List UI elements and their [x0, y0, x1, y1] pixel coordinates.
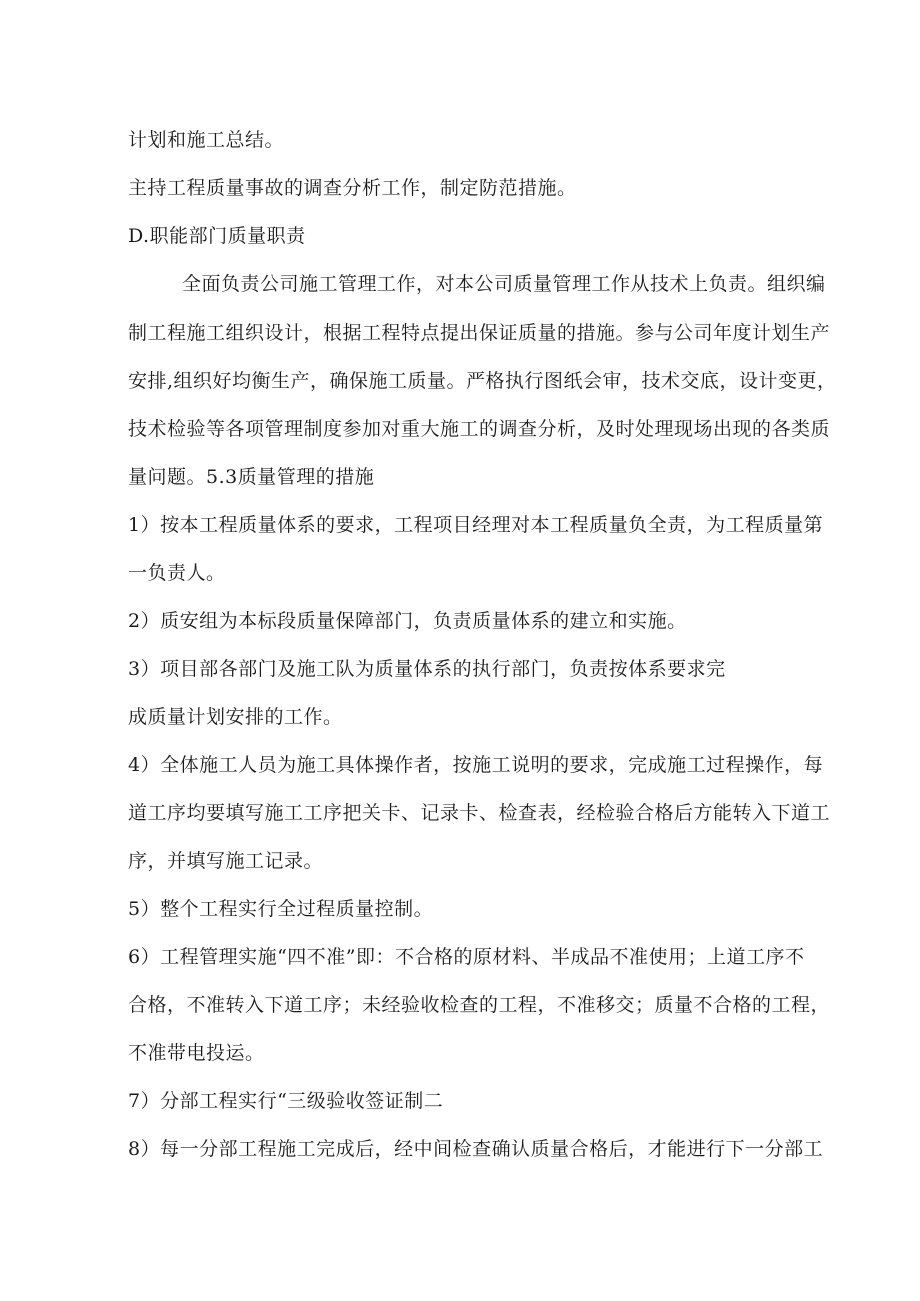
list-item-2: 2）质安组为本标段质量保障部门，负责质量体系的建立和实施。 [128, 610, 687, 632]
list-item-1-line-1: 1）按本工程质量体系的要求，工程项目经理对本工程质量负全责，为工程质量第 [128, 514, 824, 536]
text-line-5: 制工程施工组织设计，根据工程特点提出保证质量的措施。参与公司年度计划生产 [128, 322, 831, 344]
list-item-3-line-1: 3）项目部各部门及施工队为质量体系的执行部门，负责按体系要求完 [128, 658, 726, 680]
list-item-4-line-1: 4）全体施工人员为施工具体操作者，按施工说明的要求，完成施工过程操作，每 [128, 754, 824, 776]
list-item-6-line-2: 合格，不准转入下道工序；未经验收检查的工程，不准移交；质量不合格的工程， [128, 994, 831, 1016]
text-line-1: 计划和施工总结。 [128, 129, 285, 151]
list-item-6-line-1: 6）工程管理实施“四不准”即：不合格的原材料、半成品不准使用；上道工序不 [128, 946, 805, 968]
text-line-2: 主持工程质量事故的调查分析工作，制定防范措施。 [128, 177, 577, 199]
section-heading-d: D.职能部门质量职责 [128, 225, 306, 247]
list-item-6-line-3: 不准带电投运。 [128, 1042, 265, 1064]
text-line-8: 量问题。5.3质量管理的措施 [128, 466, 375, 488]
list-item-7: 7）分部工程实行“三级验收签证制二 [128, 1090, 444, 1112]
list-item-8-line-1: 8）每一分部工程施工完成后，经中间检查确认质量合格后，才能进行下一分部工 [128, 1138, 824, 1160]
text-line-4: 全面负责公司施工管理工作，对本公司质量管理工作从技术上负责。组织编 [182, 273, 826, 295]
list-item-1-line-2: 一负责人。 [128, 562, 226, 584]
list-item-4-line-3: 序，并填写施工记录。 [128, 850, 324, 872]
list-item-4-line-2: 道工序均要填写施工工序把关卡、记录卡、检查表，经检验合格后方能转入下道工 [128, 802, 831, 824]
list-item-5: 5）整个工程实行全过程质量控制。 [128, 898, 434, 920]
text-line-6: 安排,组织好均衡生产，确保施工质量。严格执行图纸会审，技术交底，设计变更， [128, 370, 837, 392]
text-line-7: 技术检验等各项管理制度参加对重大施工的调查分析，及时处理现场出现的各类质 [128, 418, 831, 440]
list-item-3-line-2: 成质量计划安排的工作。 [128, 706, 343, 728]
